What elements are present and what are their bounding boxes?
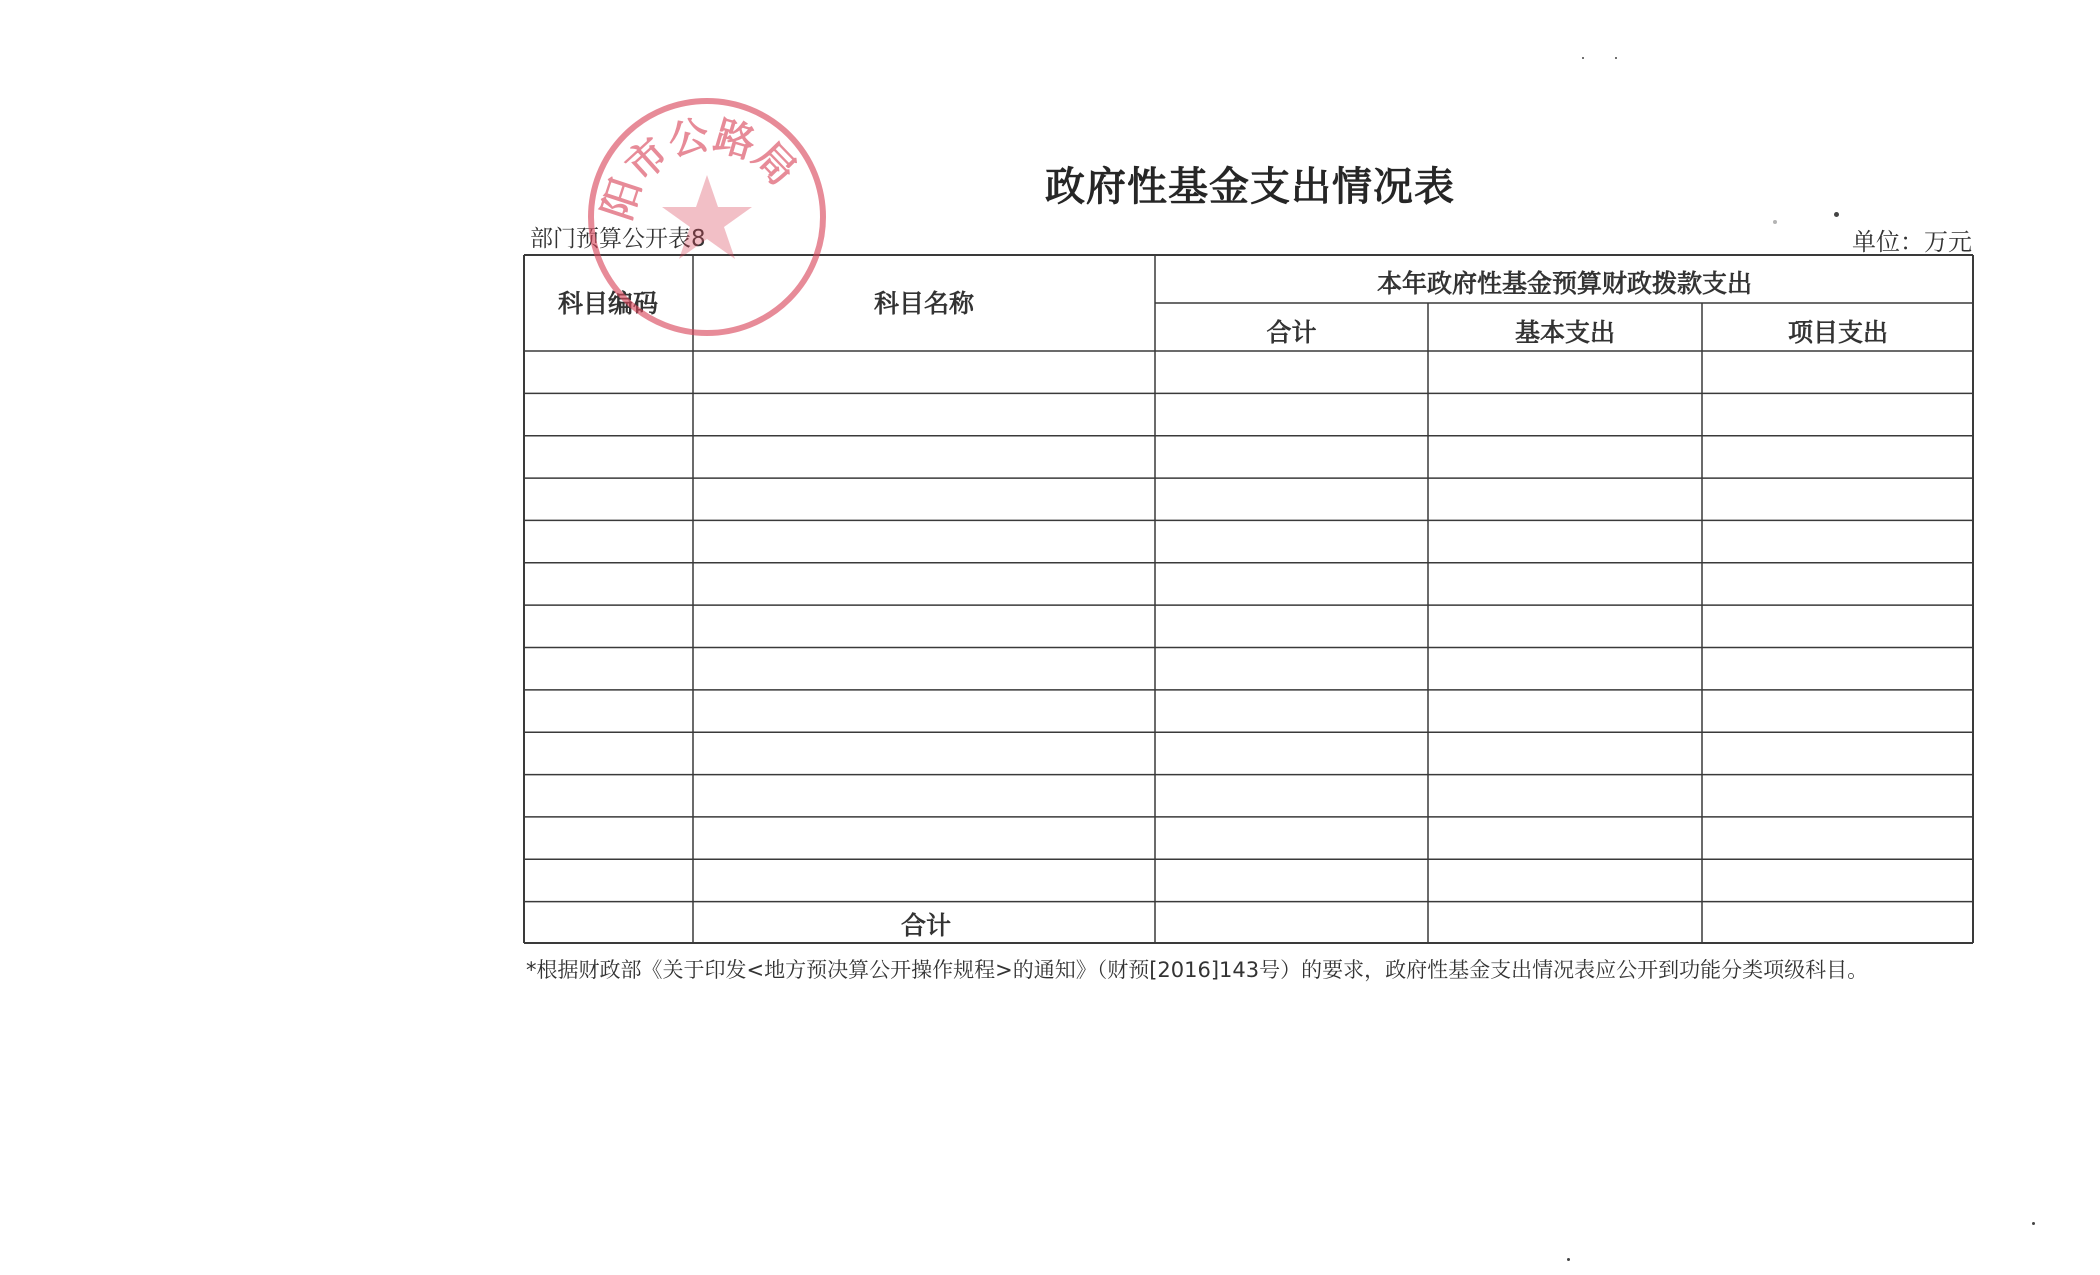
scan-speck [1773,220,1777,224]
page-title: 政府性基金支出情况表 [1045,164,1455,210]
scan-speck [2032,1222,2035,1225]
header-subject-name: 科目名称 [873,289,974,318]
header-project-expenditure: 项目支出 [1787,318,1888,347]
seal-text: 阳市公路局 [594,111,805,226]
table-number-label: 部门预算公开表8 [530,226,706,252]
scan-speck [1834,212,1839,217]
header-basic-expenditure: 基本支出 [1514,318,1615,347]
header-fund-group: 本年政府性基金预算财政拨款支出 [1376,269,1752,298]
table-grid-lines [523,254,1974,944]
scan-speck [1567,1258,1570,1261]
scan-speck [1615,57,1617,59]
unit-label: 单位：万元 [1852,228,1972,256]
header-total: 合计 [1266,318,1317,347]
footnote: *根据财政部《关于印发<地方预决算公开操作规程>的通知》（财预[2016]143号）的要求，政府性基金支出情况表应公开到功能分类项级科目。 [526,958,1869,982]
expenditure-table [523,254,1974,944]
header-subject-code: 科目编码 [557,289,658,318]
official-seal-stamp [585,95,830,340]
total-row-label: 合计 [901,911,952,940]
scan-speck [1582,57,1584,59]
